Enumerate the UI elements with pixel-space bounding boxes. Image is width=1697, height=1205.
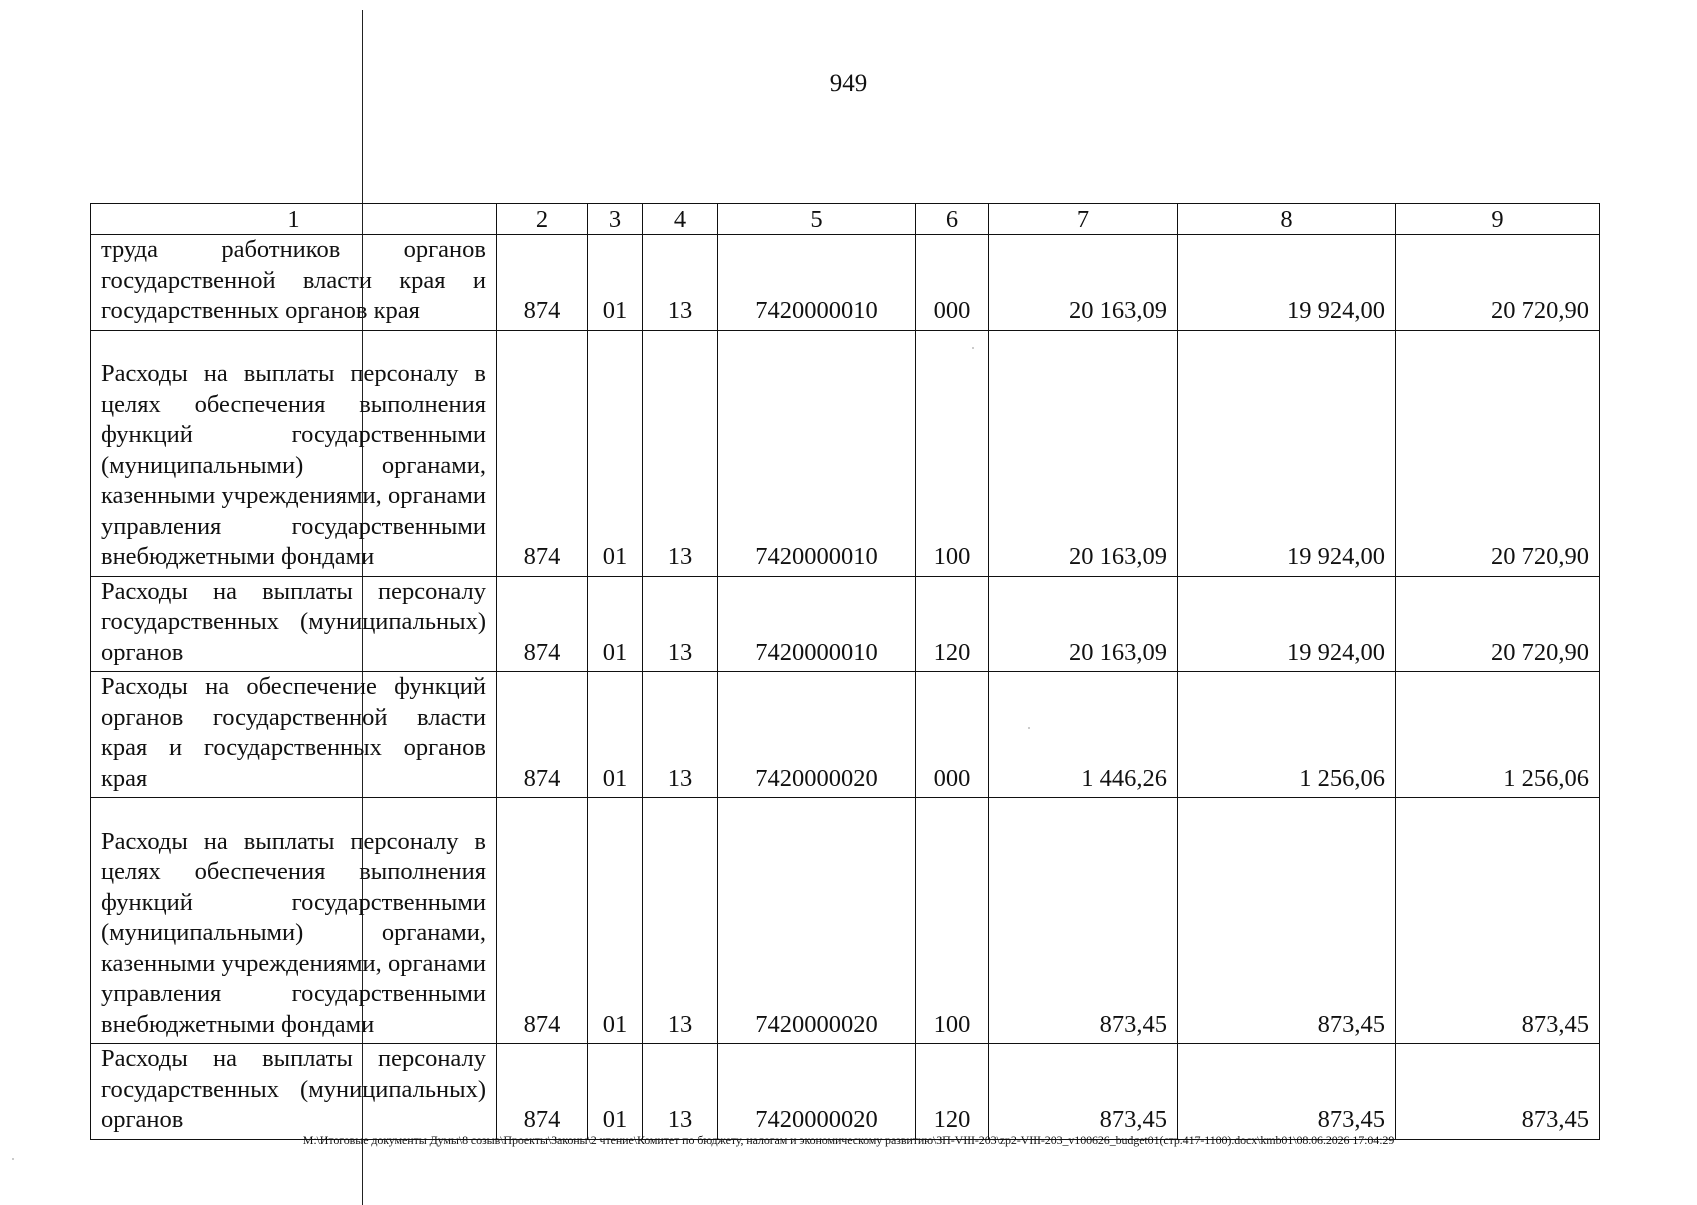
- cell-col5: 7420000020: [718, 672, 916, 798]
- table-row: [91, 798, 1600, 1044]
- cell-col2: 874: [497, 576, 588, 672]
- cell-col2: 874: [497, 1044, 588, 1140]
- header-cell: 7: [989, 204, 1178, 235]
- cell-col9: 1 256,06: [1396, 672, 1600, 798]
- cell-col9: 873,45: [1396, 1044, 1600, 1140]
- scan-speck: [972, 347, 974, 349]
- table-row: [91, 330, 1600, 576]
- row-description: Расходы на обеспечение функций органов государственной власти края и государственных органов края: [91, 672, 497, 798]
- header-cell: 3: [588, 204, 643, 235]
- cell-col7: 1 446,26: [989, 672, 1178, 798]
- table-header-row: [91, 204, 1600, 235]
- row-description: Расходы на выплаты персоналу в целях обеспечения выполнения функций государственными (муниципальными) органами, казенными учреждениями, органами управления государственными внебюджетными фондами: [91, 798, 497, 1044]
- header-cell: 1: [91, 204, 497, 235]
- header-cell: 9: [1396, 204, 1600, 235]
- cell-col6: 120: [916, 1044, 989, 1140]
- table-row: [91, 576, 1600, 672]
- cell-col9: 20 720,90: [1396, 576, 1600, 672]
- cell-col6: 100: [916, 798, 989, 1044]
- cell-col4: 13: [643, 330, 718, 576]
- cell-col3: 01: [588, 798, 643, 1044]
- header-cell: 4: [643, 204, 718, 235]
- table-row: [91, 235, 1600, 331]
- table-row: [91, 1044, 1600, 1140]
- cell-col4: 13: [643, 672, 718, 798]
- cell-col3: 01: [588, 235, 643, 331]
- header-cell: 8: [1178, 204, 1396, 235]
- cell-col2: 874: [497, 235, 588, 331]
- cell-col2: 874: [497, 330, 588, 576]
- cell-col5: 7420000010: [718, 576, 916, 672]
- scan-speck: [12, 1158, 14, 1160]
- cell-col4: 13: [643, 235, 718, 331]
- cell-col5: 7420000010: [718, 235, 916, 331]
- cell-col9: 20 720,90: [1396, 330, 1600, 576]
- cell-col8: 19 924,00: [1178, 330, 1396, 576]
- cell-col8: 873,45: [1178, 798, 1396, 1044]
- cell-col7: 873,45: [989, 1044, 1178, 1140]
- cell-col9: 20 720,90: [1396, 235, 1600, 331]
- cell-col8: 873,45: [1178, 1044, 1396, 1140]
- cell-col5: 7420000010: [718, 330, 916, 576]
- cell-col6: 120: [916, 576, 989, 672]
- cell-col3: 01: [588, 1044, 643, 1140]
- page-number: 949: [829, 70, 868, 97]
- cell-col6: 100: [916, 330, 989, 576]
- cell-col8: 19 924,00: [1178, 576, 1396, 672]
- cell-col3: 01: [588, 672, 643, 798]
- cell-col6: 000: [916, 672, 989, 798]
- header-cell: 5: [718, 204, 916, 235]
- cell-col5: 7420000020: [718, 1044, 916, 1140]
- cell-col6: 000: [916, 235, 989, 331]
- cell-col2: 874: [497, 672, 588, 798]
- cell-col7: 873,45: [989, 798, 1178, 1044]
- budget-table: [90, 203, 1600, 1140]
- row-description: Расходы на выплаты персоналу государственных (муниципальных) органов: [91, 576, 497, 672]
- row-description: труда работников органов государственной власти края и государственных органов края: [91, 235, 497, 331]
- cell-col2: 874: [497, 798, 588, 1044]
- cell-col7: 20 163,09: [989, 235, 1178, 331]
- row-description: Расходы на выплаты персоналу в целях обеспечения выполнения функций государственными (муниципальными) органами, казенными учреждениями, органами управления государственными внебюджетными фондами: [91, 330, 497, 576]
- header-cell: 2: [497, 204, 588, 235]
- header-cell: 6: [916, 204, 989, 235]
- cell-col9: 873,45: [1396, 798, 1600, 1044]
- document-path-footer: M:\Итоговые документы Думы\8 созыв\Проекты\Законы\2 чтение\Комитет по бюджету, налогам и экономическому развитию\ЗП-VIII-203\zp2-VIII-203_v100626_budget01(стр.417-1100).docx\kmb01\08.06.2026 17:04:29: [302, 1133, 1395, 1147]
- cell-col5: 7420000020: [718, 798, 916, 1044]
- cell-col8: 1 256,06: [1178, 672, 1396, 798]
- cell-col3: 01: [588, 330, 643, 576]
- scan-speck: [1028, 727, 1030, 729]
- cell-col3: 01: [588, 576, 643, 672]
- row-description: Расходы на выплаты персоналу государственных (муниципальных) органов: [91, 1044, 497, 1140]
- cell-col4: 13: [643, 576, 718, 672]
- cell-col4: 13: [643, 798, 718, 1044]
- cell-col7: 20 163,09: [989, 330, 1178, 576]
- cell-col4: 13: [643, 1044, 718, 1140]
- cell-col8: 19 924,00: [1178, 235, 1396, 331]
- cell-col7: 20 163,09: [989, 576, 1178, 672]
- table-row: [91, 672, 1600, 798]
